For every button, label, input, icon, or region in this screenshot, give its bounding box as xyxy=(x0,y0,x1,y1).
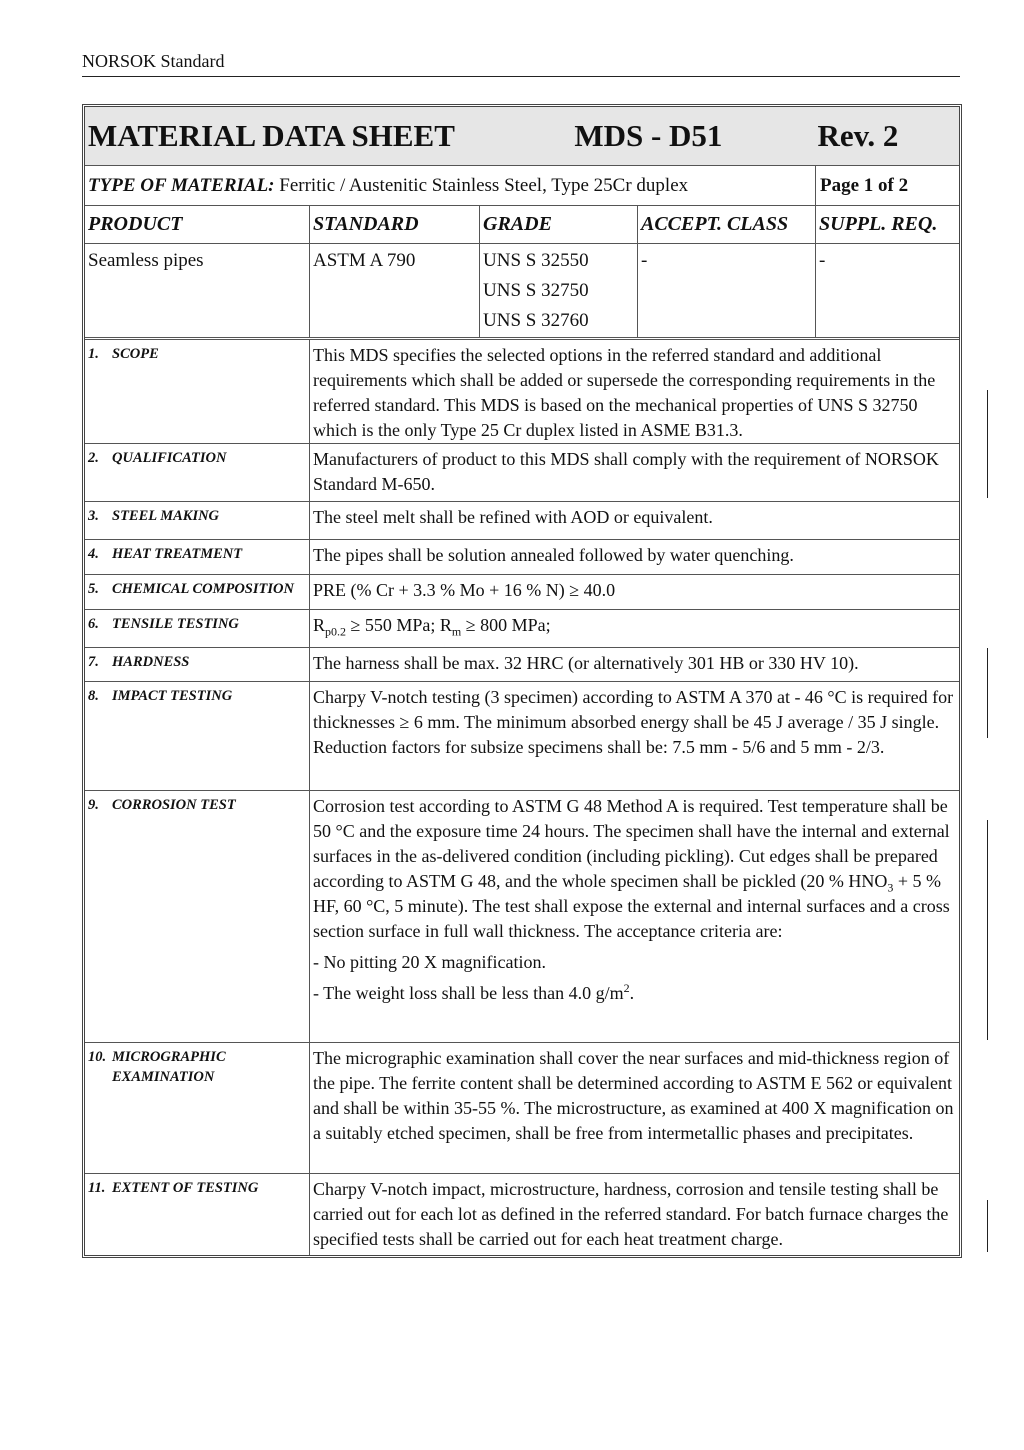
section-number: 1. xyxy=(88,346,99,362)
header-grade: GRADE xyxy=(479,206,637,243)
section-label xyxy=(85,682,309,790)
revision-change-bar xyxy=(987,820,988,1040)
section-label xyxy=(85,444,309,501)
section-label xyxy=(85,610,309,647)
section-name: CORROSION TEST xyxy=(112,797,236,813)
header-standard: STANDARD xyxy=(309,206,479,243)
section-hardness xyxy=(85,647,959,681)
section-number: 6. xyxy=(88,616,99,632)
section-tensile-testing xyxy=(85,609,959,647)
section-number: 3. xyxy=(88,508,99,524)
section-number: 9. xyxy=(88,797,99,813)
sheet-title: MATERIAL DATA SHEET xyxy=(88,118,455,153)
material-type-row xyxy=(85,165,959,205)
section-name: CHEMICAL COMPOSITION xyxy=(112,581,294,597)
revision-change-bar xyxy=(987,390,988,498)
section-number: 7. xyxy=(88,654,99,670)
section-name: HEAT TREATMENT xyxy=(112,546,243,562)
section-text: The pipes shall be solution annealed followed by water quenching. xyxy=(309,540,959,574)
material-data-sheet xyxy=(82,104,962,1258)
section-text: The harness shall be max. 32 HRC (or alternatively 301 HB or 330 HV 10). xyxy=(309,648,959,681)
section-number: 5. xyxy=(88,581,99,597)
column-headers xyxy=(85,205,959,243)
section-text: Manufacturers of product to this MDS shall comply with the requirement of NORSOK Standard M-650. xyxy=(309,444,959,501)
revision-change-bar xyxy=(987,648,988,738)
section-micrographic xyxy=(85,1042,959,1173)
section-chemical-composition xyxy=(85,574,959,609)
criteria-item: - No pitting 20 X magnification. xyxy=(313,952,546,972)
section-label xyxy=(85,575,309,609)
sheet-revision: Rev. 2 xyxy=(817,118,899,153)
section-name: IMPACT TESTING xyxy=(112,688,233,704)
header-rule xyxy=(82,76,960,77)
section-name: STEEL MAKING xyxy=(112,508,220,524)
section-number: 8. xyxy=(88,688,99,704)
grade-list xyxy=(479,244,637,337)
section-name: SCOPE xyxy=(112,346,159,362)
grade-item: UNS S 32550 xyxy=(483,250,589,271)
section-label xyxy=(85,340,309,443)
page-header: NORSOK Standard xyxy=(82,51,225,71)
section-corrosion-test xyxy=(85,790,959,1042)
section-name: HARDNESS xyxy=(112,654,190,670)
section-label xyxy=(85,502,309,539)
section-text: PRE (% Cr + 3.3 % Mo + 16 % N) ≥ 40.0 xyxy=(309,575,959,609)
grade-item: UNS S 32750 xyxy=(483,280,589,301)
section-number: 11. xyxy=(88,1180,106,1196)
section-text: The steel melt shall be refined with AOD or equivalent. xyxy=(309,502,959,539)
material-type-value: Ferritic / Austenitic Stainless Steel, Type 25Cr duplex xyxy=(279,174,689,196)
section-label xyxy=(85,791,309,1042)
grade-item: UNS S 32760 xyxy=(483,310,589,331)
section-label xyxy=(85,1174,309,1255)
section-impact-testing xyxy=(85,681,959,790)
header-suppl-req: SUPPL. REQ. xyxy=(815,206,959,243)
section-number: 10. xyxy=(88,1049,107,1065)
header-accept-class: ACCEPT. CLASS xyxy=(637,206,815,243)
section-text: This MDS specifies the selected options in the referred standard and additional requirements which shall be added or supersede the corresponding requirements in the referred standard. This MDS is based on the mechanical properties of UNS S 32750 which is the only Type 25 Cr duplex listed in ASME B31.3. xyxy=(309,340,959,443)
product-row xyxy=(85,243,959,337)
sheet-code: MDS - D51 xyxy=(574,118,723,153)
section-qualification xyxy=(85,443,959,501)
product-value: Seamless pipes xyxy=(88,250,204,271)
section-extent-of-testing xyxy=(85,1173,959,1255)
section-number: 2. xyxy=(88,450,99,466)
header-product: PRODUCT xyxy=(88,213,183,235)
section-name: TENSILE TESTING xyxy=(112,616,239,632)
title-row xyxy=(85,107,959,165)
section-name: EXTENT OF TESTING xyxy=(112,1180,259,1196)
section-text: $R_{p0.2} \ge 550$ MPa; $R_m \ge 800$ MPa; xyxy=(309,610,959,647)
section-name: QUALIFICATION xyxy=(112,450,227,466)
section-label xyxy=(85,648,309,681)
material-type-label: TYPE OF MATERIAL: xyxy=(88,174,275,196)
section-number: 4. xyxy=(88,546,99,562)
section-heat-treatment xyxy=(85,539,959,574)
page-indicator: Page 1 of 2 xyxy=(815,166,959,205)
material-type xyxy=(85,166,815,205)
accept-class-value: - xyxy=(637,244,815,337)
section-label xyxy=(85,540,309,574)
section-text: Charpy V-notch testing (3 specimen) according to ASTM A 370 at - 46 °C is required for thicknesses ≥ 6 mm. The minimum absorbed energy shall be 45 J average / 35 J single. Reduction factors for subsize specimens shall be: 7.5 mm - 5/6 and 5 mm - 2/3. xyxy=(309,682,959,790)
section-text: Charpy V-notch impact, microstructure, hardness, corrosion and tensile testing shall be carried out for each lot as defined in the referred standard. For batch furnace charges the specified tests shall be carried out for each heat treatment charge. xyxy=(309,1174,959,1255)
standard-value: ASTM A 790 xyxy=(309,244,479,337)
suppl-req-value: - xyxy=(815,244,959,337)
section-text: Corrosion test according to ASTM G 48 Method A is required. Test temperature shall be 50 °C and the exposure time 24 hours. The specimen shall have the internal and external surfaces in the as-delivered condition (including pickling). Cut edges shall be prepared according to ASTM G 48, and the whole specimen shall be pickled (20 % $HNO_3 + 5$ % HF, 60 °C, 5 minute). The test shall expose the external and internal surfaces and a cross section surface in full wall thickness. The acceptance criteria are: - No pitting 20 X magnification. - The weight loss shall be less than 4.0 $g/m^2$. xyxy=(309,791,959,1042)
revision-change-bar xyxy=(987,1200,988,1252)
section-scope xyxy=(85,337,959,443)
section-label xyxy=(85,1043,309,1173)
section-steel-making xyxy=(85,501,959,539)
section-text: The micrographic examination shall cover the near surfaces and mid-thickness region of the pipe. The ferrite content shall be determined according to ASTM E 562 or equivalent and shall be within 35-55 %. The microstructure, as examined at 400 X magnification on a suitably etched specimen, shall be free from intermetallic phases and precipitates. xyxy=(309,1043,959,1173)
criteria-item: - The weight loss shall be less than 4.0 $g/m^2$. xyxy=(313,981,635,1003)
section-name: MICROGRAPHIC EXAMINATION xyxy=(112,1049,226,1085)
